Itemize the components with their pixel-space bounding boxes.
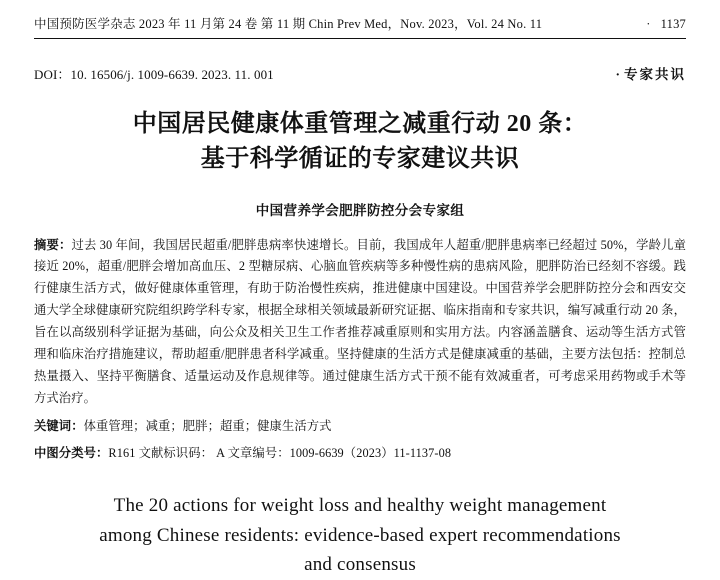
running-head	[34, 0, 686, 32]
running-head-dot: ·	[646, 17, 651, 31]
classification-line	[34, 443, 686, 465]
abstract-label: 摘要：	[34, 237, 72, 252]
running-head-page	[646, 17, 686, 32]
running-head-divider	[34, 38, 686, 39]
classification-label: 中图分类号：	[34, 446, 109, 461]
running-head-journal-info: 中国预防医学杂志 2023 年 11 月第 24 卷 第 11 期 Chin Prev Med，Nov. 2023，Vol. 24 No. 11	[34, 17, 543, 31]
english-title	[34, 491, 686, 579]
classification-text: R161 文献标识码： A 文章编号：1009-6639（2023）11-1137-08	[108, 446, 452, 461]
keywords-line	[34, 416, 686, 438]
doi-label: DOI：10. 16506/j. 1009-6639. 2023. 11. 001	[34, 67, 274, 82]
english-title-line-1: The 20 actions for weight loss and healthy weight management	[113, 495, 607, 517]
author-group: 中国营养学会肥胖防控分会专家组	[255, 202, 465, 218]
page-title	[34, 107, 686, 177]
keywords-text: 体重管理；减重；肥胖；超重；健康生活方式	[83, 418, 332, 433]
section-label: 专家共识	[624, 67, 686, 82]
section-bullet-icon: ·	[615, 67, 620, 82]
section-label-group	[615, 63, 686, 83]
title-line-2: 基于科学循证的专家建议共识	[200, 145, 520, 172]
doi-row	[34, 63, 686, 83]
english-title-line-3: and consensus	[304, 554, 416, 576]
abstract-paragraph	[34, 235, 686, 410]
title-line-1: 中国居民健康体重管理之减重行动 20 条：	[132, 111, 588, 137]
keywords-label: 关键词：	[34, 418, 84, 433]
english-title-line-2: among Chinese residents: evidence-based expert recommendations	[99, 524, 621, 546]
abstract-text: 过去 30 年间，我国居民超重/肥胖患病率快速增长。目前，我国成年人超重/肥胖患病率已经超过 50%，学龄儿童接近 20%，超重/肥胖会增加高血压、2 型糖尿病、心脑血管疾病等多种慢性病的患病风险，肥胖防治已经刻不容缓。践行健康生活方式，做好健康体重管理，有助于防治慢性疾病，推进健康中国建设。中国营养学会肥胖防控分会和西安交通大学全球健康研究院组织跨学科专家，根据全球相关领域最新研究证据、临床指南和专家共识，编写减重行动 20 条，旨在以高级别科学证据为基础，向公众及相关卫生工作者推荐减重原则和实用方法。内容涵盖膳食、运动等生活方式管理和临床治疗措施建议，帮助超重/肥胖患者科学减重。坚持健康的生活方式是健康减重的基础，主要方法包括：控制总热量摄入、坚持平衡膳食、适量运动及作息规律等。通过健康生活方式干预不能有效减重者，可考虑采用药物或手术等方式治疗。	[34, 237, 686, 405]
page-number: 1137	[660, 17, 686, 31]
